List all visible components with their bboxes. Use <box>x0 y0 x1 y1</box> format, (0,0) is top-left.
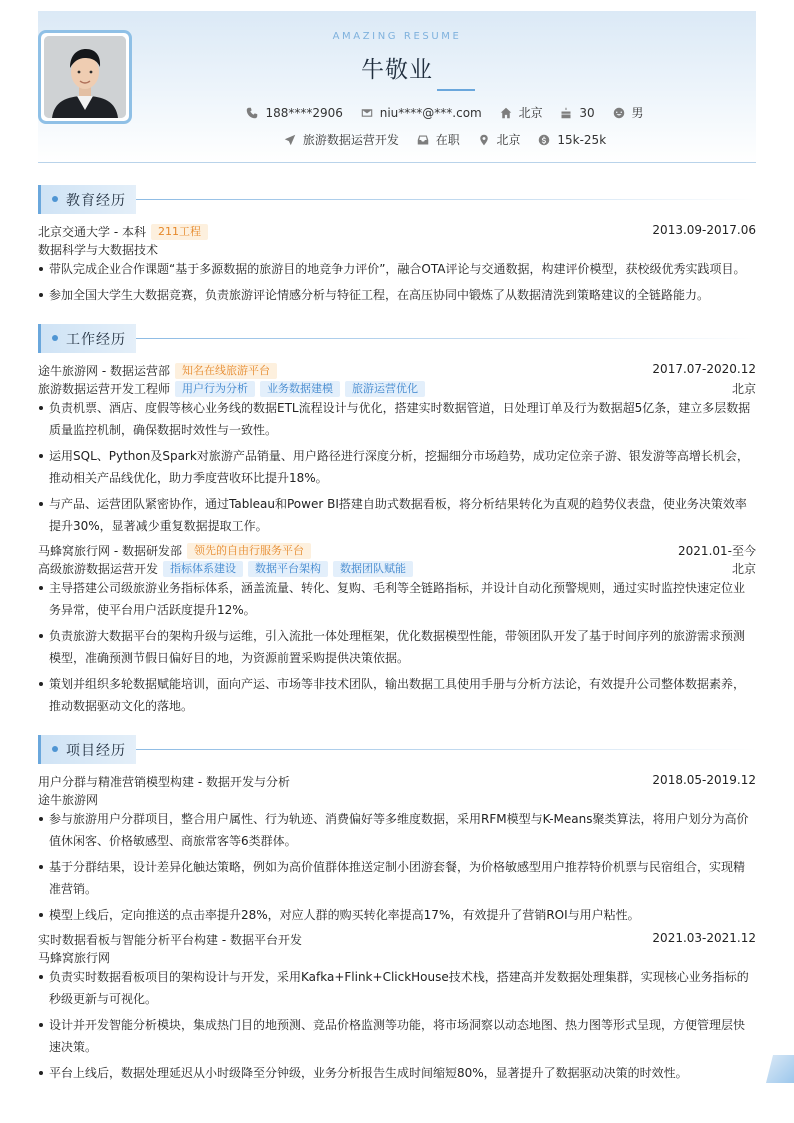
skill-tag: 数据团队赋能 <box>333 561 413 577</box>
job-role-row <box>38 560 756 577</box>
target-role-text: 旅游数据运营开发 <box>302 133 399 147</box>
list-item: 负责旅游大数据平台的架构升级与运维，引入流批一体处理框架，优化数据模型性能，带领团队开发了基于时间序列的旅游需求预测模型，准确预测节假日偏好目的地，为资源前置采购提供决策依据。 <box>38 625 756 669</box>
school-tag: 211工程 <box>151 224 208 240</box>
skill-tag: 旅游运营优化 <box>345 381 425 397</box>
email-icon <box>361 107 373 119</box>
status-item <box>417 131 460 148</box>
job-header <box>38 362 756 379</box>
section-rule <box>136 338 756 339</box>
company-tag: 领先的自由行服务平台 <box>187 543 311 559</box>
list-item: 负责机票、酒店、度假等核心业务线的数据ETL流程设计与优化，搭建实时数据管道，日处理订单及行为数据超5亿条，建立多层数据质量监控机制，确保数据时效性与一致性。 <box>38 397 756 441</box>
skill-tag: 数据平台架构 <box>248 561 328 577</box>
job-period: 2021.01-至今 <box>678 544 756 558</box>
home-icon <box>500 107 512 119</box>
phone-item <box>246 106 342 120</box>
skill-tag: 指标体系建设 <box>163 561 243 577</box>
job-intent-row <box>38 131 756 149</box>
job-role-row <box>38 380 756 397</box>
status-text: 在职 <box>435 133 460 147</box>
school-line: 北京交通大学 - 本科 <box>38 225 146 239</box>
inbox-icon <box>417 134 429 146</box>
education-header <box>38 223 756 240</box>
cake-icon <box>560 107 572 119</box>
list-item: 策划并组织多轮数据赋能培训，面向产运、市场等非技术团队，输出数据工具使用手册与分析方法论，有效提升公司整体数据素养，推动数据驱动文化的落地。 <box>38 673 756 717</box>
section-work <box>38 324 756 353</box>
age-text: 30 <box>579 105 595 120</box>
section-projects <box>38 735 756 764</box>
project-name: 用户分群与精准营销模型构建 - 数据开发与分析 <box>38 775 290 789</box>
list-item: 参与旅游用户分群项目，整合用户属性、行为轨迹、消费偏好等多维度数据，采用RFM模型与K-Means聚类算法，将用户划分为高价值休闲客、价格敏感型、商旅常客等6类群体。 <box>38 808 756 852</box>
job-period: 2017.07-2020.12 <box>652 362 756 376</box>
section-dot <box>52 746 58 752</box>
section-dot <box>52 335 58 341</box>
list-item: 与产品、运营团队紧密协作，通过Tableau和Power BI搭建自助式数据看板，将分析结果转化为直观的趋势仪表盘，使业务决策效率提升30%，显著减少重复数据提取工作。 <box>38 493 756 537</box>
salary-item <box>538 133 606 147</box>
education-period: 2013.09-2017.06 <box>652 223 756 237</box>
list-item: 参加全国大学生大数据竞赛，负责旅游评论情感分析与特征工程，在高压协同中锻炼了从数据清洗到策略建议的全链路能力。 <box>38 284 756 306</box>
phone-text: 188****2906 <box>265 105 343 120</box>
location-pin-icon <box>478 134 490 146</box>
section-education <box>38 185 756 214</box>
section-title: 项目经历 <box>66 743 126 759</box>
list-item: 主导搭建公司级旅游业务指标体系，涵盖流量、转化、复购、毛利等全链路指标，并设计自动化预警规则，通过实时监控快速定位业务异常，使平台用户活跃度提升12%。 <box>38 577 756 621</box>
target-city-item <box>478 131 521 148</box>
candidate-name: 牛敬业 <box>361 57 433 83</box>
gender-item <box>613 104 644 121</box>
resume-header <box>38 11 756 163</box>
list-item: 负责实时数据看板项目的架构设计与开发，采用Kafka+Flink+ClickHouse技术栈，搭建高并发数据处理集群，实现核心业务指标的秒级更新与可视化。 <box>38 966 756 1010</box>
skill-tag: 业务数据建模 <box>260 381 340 397</box>
list-item: 运用SQL、Python及Spark对旅游产品销量、用户路径进行深度分析，挖掘细分市场趋势，成功定位亲子游、银发游等高增长机会，推动相关产品线优化，助力季度营收环比提升18%。 <box>38 445 756 489</box>
gender-text: 男 <box>631 106 644 120</box>
job-header <box>38 542 756 559</box>
gender-icon <box>613 107 625 119</box>
email-text: niu****@***.com <box>379 105 482 120</box>
name-underline <box>437 89 475 91</box>
job-location: 北京 <box>731 562 756 576</box>
list-item: 平台上线后，数据处理延迟从小时级降至分钟级，业务分析报告生成时间缩短80%，显著提升了数据驱动决策的时效性。 <box>38 1062 756 1084</box>
job-role: 高级旅游数据运营开发 <box>38 562 159 576</box>
resume-eyebrow: AMAZING RESUME <box>332 31 462 42</box>
section-rule <box>136 749 756 750</box>
target-role-item <box>284 131 399 148</box>
list-item: 设计并开发智能分析模块，集成热门目的地预测、竞品价格监测等功能，将市场洞察以动态地图、热力图等形式呈现，方便管理层快速决策。 <box>38 1014 756 1058</box>
corner-decoration <box>766 1055 794 1083</box>
skill-tag: 用户行为分析 <box>175 381 255 397</box>
company-line: 途牛旅游网 - 数据运营部 <box>38 364 170 378</box>
company-tag: 知名在线旅游平台 <box>175 363 277 379</box>
section-dot <box>52 196 58 202</box>
company-line: 马蜂窝旅行网 - 数据研发部 <box>38 544 182 558</box>
project-header <box>38 931 756 948</box>
send-icon <box>284 134 296 146</box>
project-org: 马蜂窝旅行网 <box>38 951 111 965</box>
money-icon <box>538 134 550 146</box>
phone-icon <box>246 107 258 119</box>
list-item: 带队完成企业合作课题“基于多源数据的旅游目的地竞争力评价”，融合OTA评论与交通数据，构建评价模型，获校级优秀实践项目。 <box>38 258 756 280</box>
section-rule <box>136 199 756 200</box>
project-period: 2021.03-2021.12 <box>652 931 756 945</box>
list-item: 模型上线后，定向推送的点击率提升28%，对应人群的购买转化率提高17%，有效提升了营销ROI与用户粘性。 <box>38 904 756 926</box>
contact-row <box>38 104 756 122</box>
city-item <box>500 104 543 121</box>
salary-text: 15k-25k <box>557 132 607 147</box>
project-name: 实时数据看板与智能分析平台构建 - 数据平台开发 <box>38 933 302 947</box>
email-item <box>361 106 482 120</box>
project-period: 2018.05-2019.12 <box>652 773 756 787</box>
age-item <box>560 106 594 120</box>
job-role: 旅游数据运营开发工程师 <box>38 382 171 396</box>
education-major: 数据科学与大数据技术 <box>38 243 159 257</box>
project-org: 途牛旅游网 <box>38 793 99 807</box>
job-location: 北京 <box>731 382 756 396</box>
section-title: 工作经历 <box>66 332 126 348</box>
target-city-text: 北京 <box>496 133 521 147</box>
list-item: 基于分群结果，设计差异化触达策略，例如为高价值群体推送定制小团游套餐，为价格敏感型用户推荐特价机票与民宿组合，实现精准营销。 <box>38 856 756 900</box>
section-title: 教育经历 <box>66 193 126 209</box>
project-header <box>38 773 756 790</box>
city-text: 北京 <box>518 106 543 120</box>
